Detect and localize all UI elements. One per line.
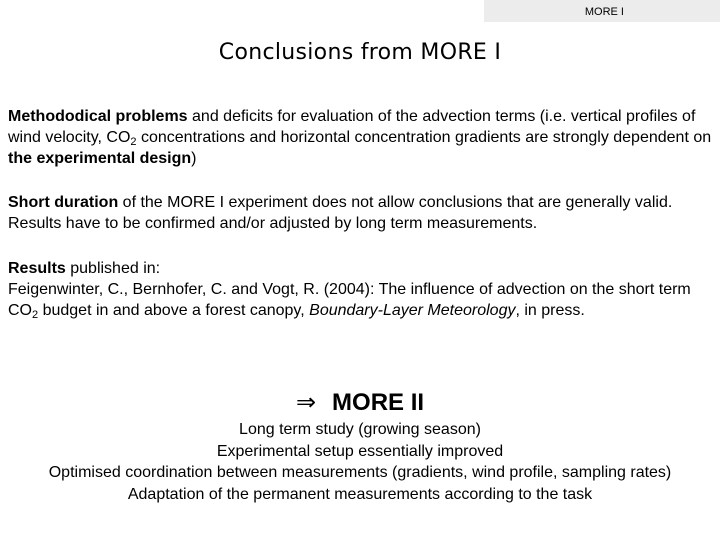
citation-text: Feigenwinter, C., Bernhofer, C. and Vogt, R. (2004): The influence of advection on the short term CO	[8, 281, 691, 319]
list-item: Long term study (growing season)	[239, 421, 481, 438]
list-item: Experimental setup essentially improved	[216, 442, 504, 460]
subscript: 2	[130, 136, 137, 148]
implies-arrow-icon: ⇒	[295, 388, 317, 416]
bold-text: Methododical problems	[8, 108, 188, 125]
text: )	[191, 150, 197, 167]
header-tag: MORE I	[484, 0, 720, 22]
text: concentrations and horizontal concentration gradients are strongly dependent on	[136, 129, 712, 146]
paragraph-methodical-problems	[8, 106, 718, 169]
improvement-list	[0, 419, 720, 505]
citation-text: , in press.	[515, 302, 585, 319]
next-phase-heading	[0, 386, 720, 419]
citation-text: budget in and above a forest canopy,	[38, 302, 310, 319]
list-item: Optimised coordination between measurements (gradients, wind profile, sampling rates)	[48, 464, 672, 481]
paragraph-short-duration	[8, 192, 718, 234]
text: of the MORE I experiment does not allow conclusions that are generally valid. Results have to be confirmed and/or adjusted by long term measurements.	[8, 194, 673, 232]
bold-text: Short duration	[8, 194, 119, 211]
next-phase-label: MORE II	[332, 389, 425, 416]
list-item: Adaptation of the permanent measurements according to the task	[127, 485, 593, 503]
subscript: 2	[32, 309, 39, 321]
page-title: Conclusions from MORE I	[218, 40, 502, 65]
bold-text: Results	[8, 260, 66, 277]
text: published in:	[65, 260, 161, 277]
text: and deficits for evaluation of the advection terms (i.e. vertical profiles of wind velocity, CO	[8, 108, 696, 146]
bold-text: the experimental design	[8, 150, 192, 167]
journal-name: Boundary-Layer Meteorology	[309, 302, 516, 319]
paragraph-results	[8, 258, 718, 321]
